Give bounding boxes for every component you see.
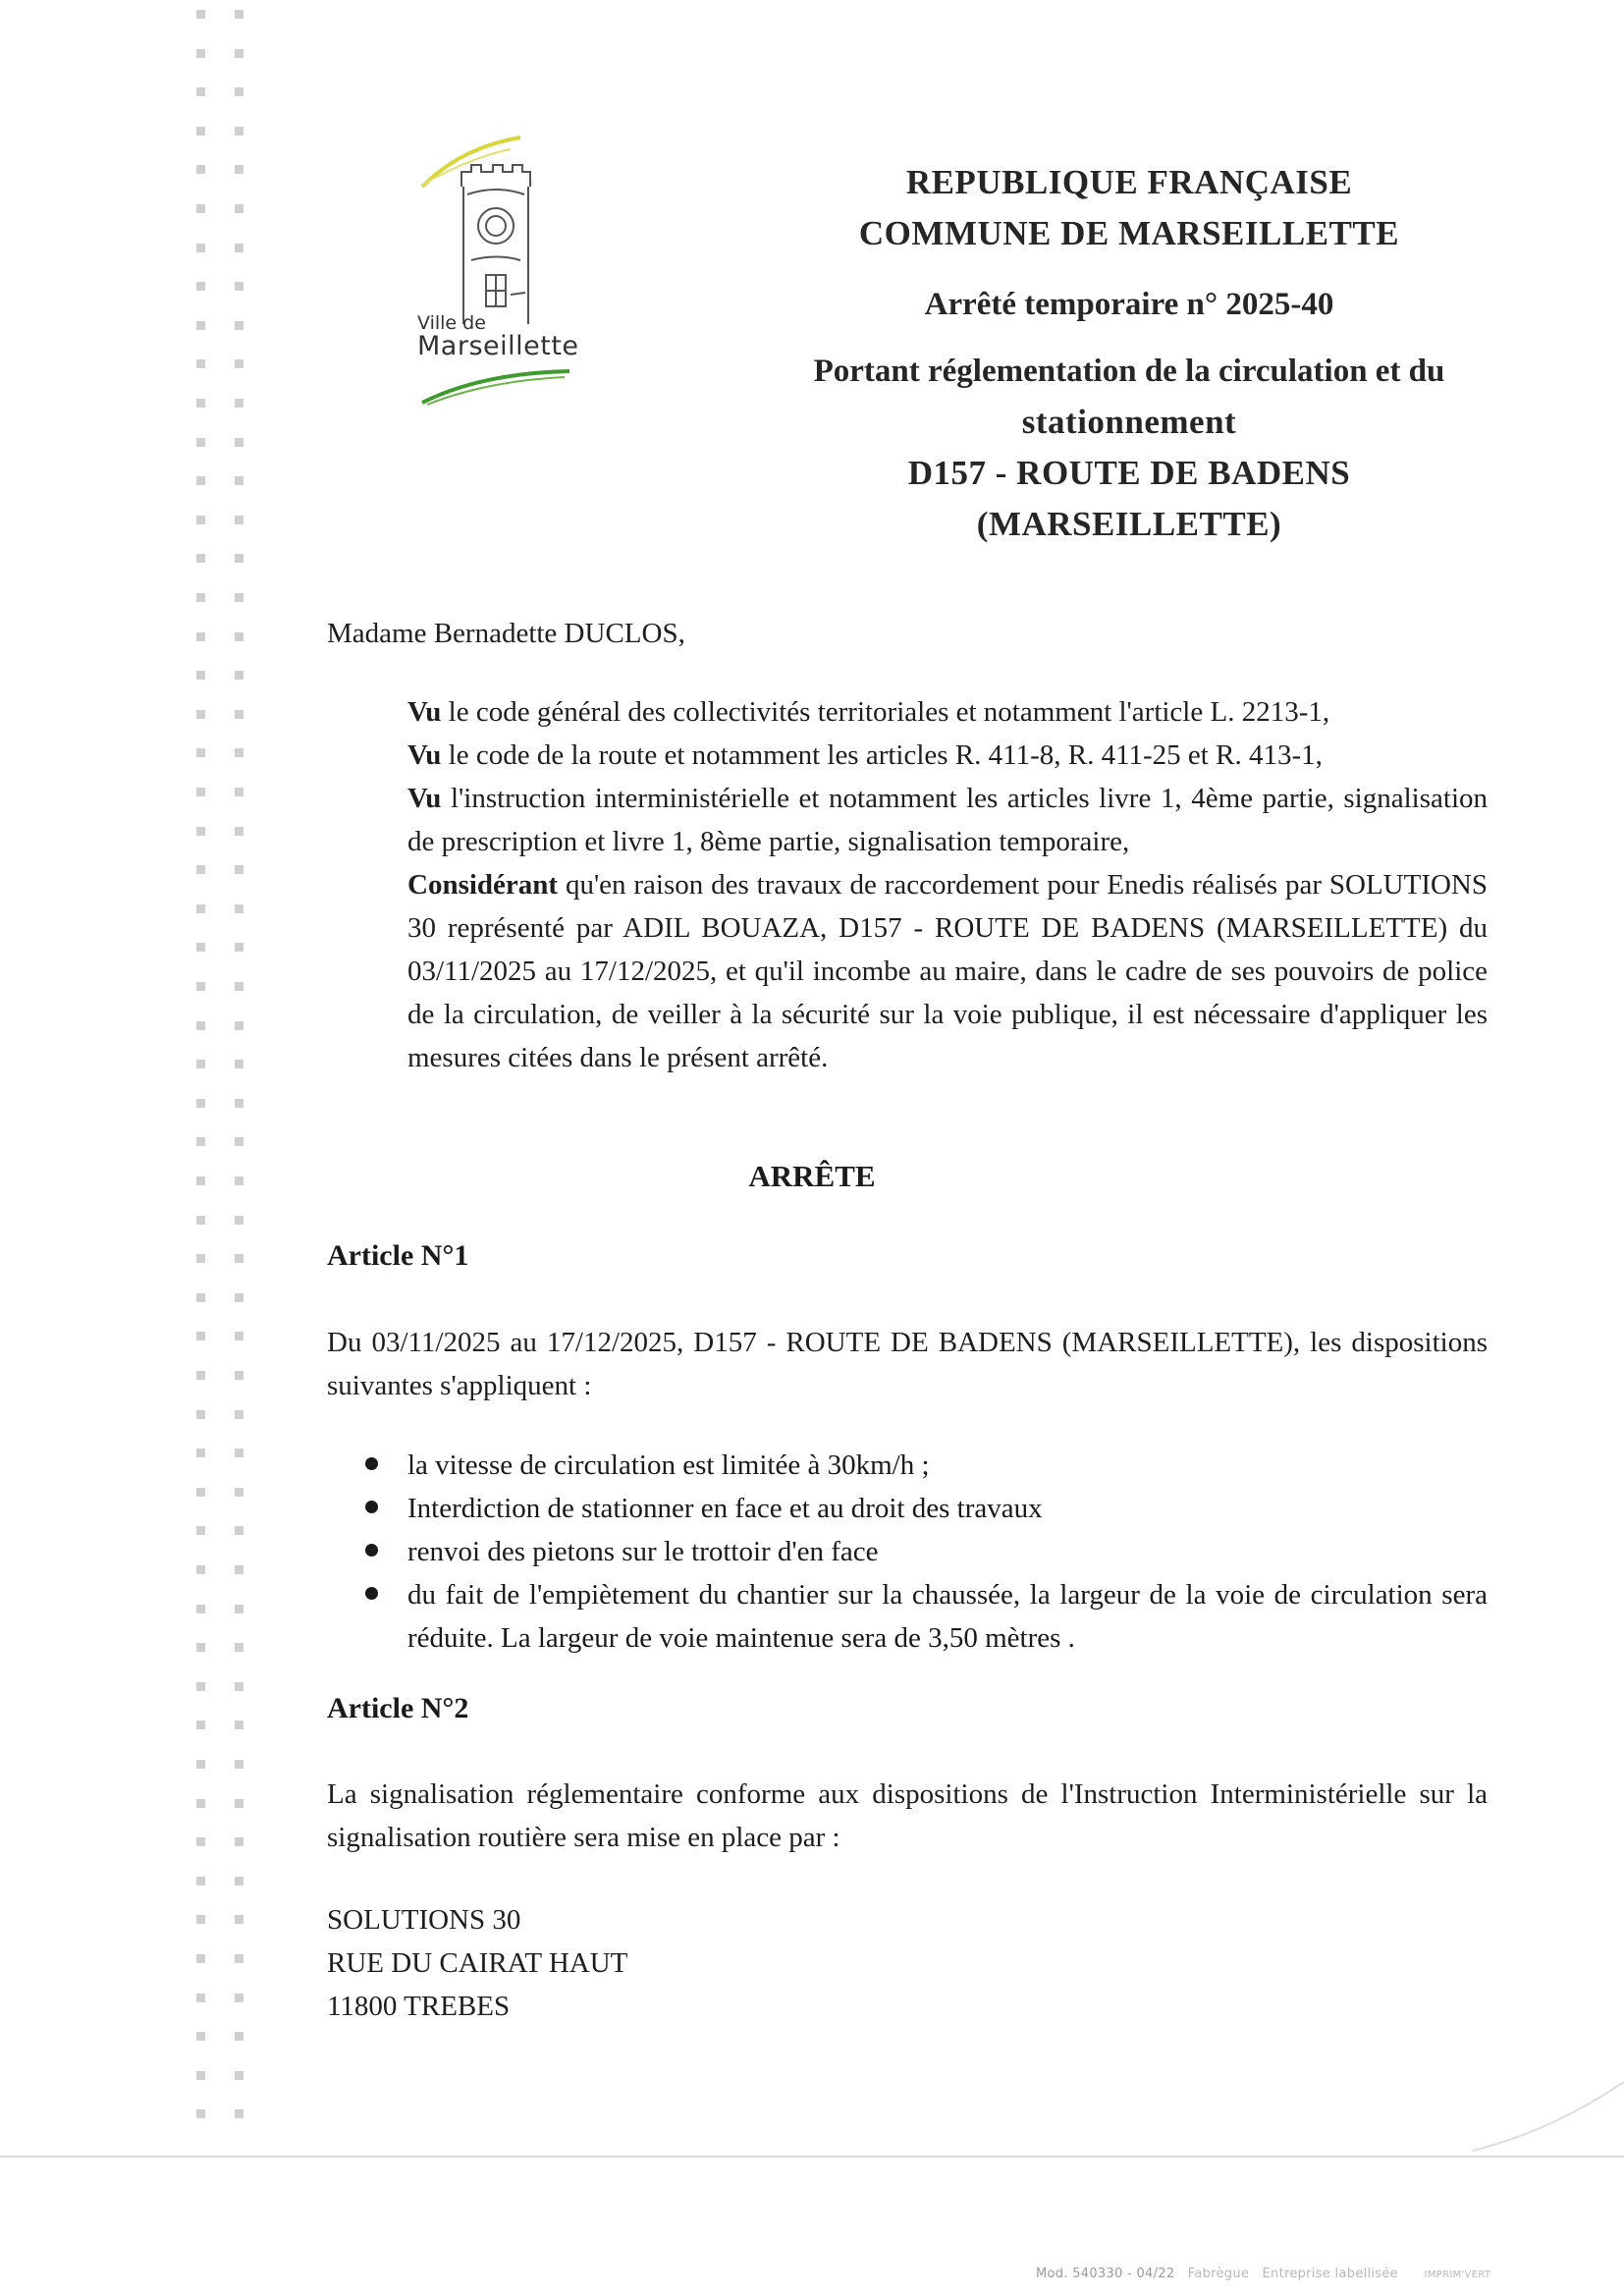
perforation-hole — [196, 127, 205, 136]
header-commune: COMMUNE DE MARSEILLETTE — [858, 214, 1400, 252]
town-logo — [403, 128, 589, 422]
perforation-hole — [196, 1915, 205, 1924]
perforation-hole — [196, 204, 205, 213]
perforation-hole — [235, 321, 244, 330]
perforation-hole — [196, 788, 205, 796]
footer-curve-decoration — [1473, 2082, 1624, 2160]
bullet-icon — [365, 1457, 378, 1470]
list-item: Interdiction de stationner en face et au droit des travaux — [365, 1487, 1488, 1530]
logo-text-ville: Ville de — [417, 312, 486, 334]
perforation-hole — [196, 1799, 205, 1808]
addressee: Madame Bernadette DUCLOS, — [327, 618, 685, 649]
perforation-hole — [235, 399, 244, 408]
perforation-hole — [235, 710, 244, 719]
perforation-hole — [196, 1410, 205, 1419]
perforation-hole — [196, 1099, 205, 1108]
perforation-hole — [196, 1371, 205, 1380]
document-header — [707, 157, 1551, 550]
perforation-hole — [196, 1526, 205, 1535]
perforation-hole — [196, 943, 205, 952]
perforation-hole — [196, 438, 205, 447]
perforation-hole — [196, 1137, 205, 1146]
perforation-hole — [196, 1837, 205, 1846]
perforation-hole — [235, 788, 244, 796]
footer-mod: Mod. 540330 - 04/22 — [1036, 2267, 1175, 2281]
perforation-hole — [235, 49, 244, 58]
perforation-hole — [235, 282, 244, 291]
article-1-text: Du 03/11/2025 au 17/12/2025, D157 - ROUTE DE BADENS (MARSEILLETTE), les dispositions suivantes s'appliquent : — [327, 1327, 1488, 1401]
preamble-line-2: Vu le code de la route et notamment les articles R. 411-8, R. 411-25 et R. 413-1, — [407, 739, 1323, 771]
logo-text-marseillette: Marseillette — [417, 331, 579, 361]
perforation-hole — [235, 1682, 244, 1691]
address-line: RUE DU CAIRAT HAUT — [327, 1947, 628, 1979]
perforation-hole — [235, 1760, 244, 1769]
perforation-hole — [196, 2109, 205, 2118]
article-1-title: Article N°1 — [327, 1239, 469, 1272]
perforation-hole — [235, 1994, 244, 2002]
perforation-hole — [235, 1332, 244, 1340]
perforation-hole — [196, 1021, 205, 1030]
perforation-hole — [235, 87, 244, 96]
perforation-hole — [235, 359, 244, 368]
perforation-hole — [196, 982, 205, 991]
article-2-title: Article N°2 — [327, 1692, 469, 1724]
imprim-vert-logo: IMPRIM'VERT — [1424, 2269, 1491, 2280]
perforation-hole — [196, 49, 205, 58]
subject-line-3: D157 - ROUTE DE BADENS — [907, 454, 1351, 492]
perforation-hole — [235, 1293, 244, 1302]
perforation-hole — [196, 321, 205, 330]
perforation-hole — [196, 1760, 205, 1769]
article-1-bullets — [365, 1444, 1488, 1660]
perforation-hole — [196, 244, 205, 252]
perforation-hole — [196, 1216, 205, 1225]
perforation-hole — [235, 10, 244, 19]
perforation-hole — [235, 593, 244, 602]
address-line: SOLUTIONS 30 — [327, 1904, 521, 1936]
perforation-hole — [235, 1565, 244, 1574]
subject-line-2: stationnement — [1021, 403, 1237, 441]
perforation-hole — [196, 865, 205, 874]
perforation-hole — [235, 2071, 244, 2080]
perforation-hole — [235, 2109, 244, 2118]
perforation-hole — [196, 1060, 205, 1068]
perforation-hole — [235, 943, 244, 952]
perforation-hole — [196, 593, 205, 602]
perforation-hole — [196, 710, 205, 719]
perforation-hole — [196, 1449, 205, 1457]
article-2-text: La signalisation réglementaire conforme aux dispositions de l'Instruction Interministérielle sur la signalisation routière sera mise en place par : — [327, 1778, 1488, 1853]
perforation-hole — [235, 748, 244, 757]
perforation-hole — [235, 1799, 244, 1808]
perforation-hole — [196, 2032, 205, 2041]
perforation-hole — [196, 1293, 205, 1302]
perforation-hole — [235, 438, 244, 447]
perforation-hole — [235, 476, 244, 485]
perforation-hole — [235, 1216, 244, 1225]
perforation-hole — [196, 10, 205, 19]
arrete-number: Arrêté temporaire n° 2025-40 — [924, 287, 1334, 322]
perforation-hole — [196, 1605, 205, 1613]
perforation-hole — [235, 165, 244, 174]
perforation-hole — [235, 1643, 244, 1652]
perforation-hole — [196, 1643, 205, 1652]
perforation-hole — [235, 1060, 244, 1068]
preamble-considerant: Considérant qu'en raison des travaux de raccordement pour Enedis réalisés par SOLUTIONS 30 représenté par ADIL BOUAZA, D157 - ROUTE DE BADENS (MARSEILLETTE) du 03/11/2025 au 17/12/2025, et qu'il incombe au maire, dans le cadre de ses pouvoirs de police de la circulation, de veiller à la sécurité sur la voie publique, il est nécessaire d'appliquer les mesures citées dans le présent arrêté. — [407, 869, 1488, 1073]
footer-label: Entreprise labellisée — [1262, 2267, 1398, 2281]
perforation-hole — [235, 982, 244, 991]
perforation-hole — [235, 1526, 244, 1535]
perforation-hole — [235, 127, 244, 136]
perforation-hole — [235, 244, 244, 252]
perforation-hole — [235, 1877, 244, 1886]
perforation-hole — [235, 632, 244, 641]
header-country: REPUBLIQUE FRANÇAISE — [905, 163, 1353, 201]
contractor-address — [327, 1898, 627, 2028]
subject-line-1: Portant réglementation de la circulation et du — [813, 354, 1445, 389]
perforation-hole — [235, 1488, 244, 1497]
list-item: du fait de l'empiètement du chantier sur la chaussée, la largeur de la voie de circulation sera réduite. La largeur de voie maintenue sera de 3,50 mètres . — [365, 1573, 1488, 1660]
perforation-hole — [235, 204, 244, 213]
perforation-hole — [235, 1137, 244, 1146]
perforation-hole — [196, 1332, 205, 1340]
bullet-icon — [365, 1544, 378, 1557]
subject-line-4: (MARSEILLETTE) — [976, 505, 1282, 543]
perforation-hole — [196, 87, 205, 96]
perforation-hole — [196, 671, 205, 680]
perforation-hole — [196, 476, 205, 485]
perforation-hole — [196, 632, 205, 641]
perforation-hole — [235, 904, 244, 913]
footer-printer: Fabrègue — [1187, 2267, 1250, 2281]
perforation-hole — [196, 2071, 205, 2080]
arrete-heading: ARRÊTE — [748, 1159, 876, 1193]
perforation-hole — [196, 399, 205, 408]
perforation-hole — [235, 1837, 244, 1846]
perforation-hole — [235, 516, 244, 524]
perforation-hole — [196, 516, 205, 524]
preamble-line-3: Vu l'instruction interministérielle et notamment les articles livre 1, 4ème partie, signalisation de prescription et livre 1, 8ème partie, signalisation temporaire, — [407, 783, 1488, 857]
perforation-hole — [235, 1371, 244, 1380]
perforation-hole — [235, 1254, 244, 1263]
perforation-hole — [196, 1565, 205, 1574]
perforation-hole — [196, 1721, 205, 1729]
preamble — [407, 690, 1488, 1079]
preamble-line-1: Vu le code général des collectivités territoriales et notamment l'article L. 2213-1, — [407, 696, 1330, 728]
perforation-hole — [235, 1410, 244, 1419]
address-line: 11800 TREBES — [327, 1991, 511, 2022]
perforation-hole — [196, 1488, 205, 1497]
perforation-hole — [235, 1605, 244, 1613]
perforation-hole — [196, 1254, 205, 1263]
perforation-hole — [235, 1021, 244, 1030]
perforation-hole — [235, 1099, 244, 1108]
perforation-hole — [235, 2032, 244, 2041]
perforation-hole — [235, 865, 244, 874]
tower-logo-icon — [403, 128, 589, 422]
bullet-icon — [365, 1587, 378, 1600]
perforation-hole — [196, 748, 205, 757]
list-item: renvoi des pietons sur le trottoir d'en face — [365, 1530, 1488, 1573]
perforation-hole — [196, 165, 205, 174]
perforation-hole — [196, 904, 205, 913]
bullet-icon — [365, 1501, 378, 1513]
perforation-hole — [196, 1994, 205, 2002]
printer-footer — [1036, 2267, 1490, 2281]
perforation-hole — [196, 282, 205, 291]
perforation-hole — [196, 1954, 205, 1963]
perforation-hole — [196, 359, 205, 368]
perforation-hole — [235, 1954, 244, 1963]
perforation-hole — [235, 827, 244, 836]
perforation-hole — [235, 1449, 244, 1457]
perforation-hole — [235, 1915, 244, 1924]
perforation-hole — [196, 827, 205, 836]
footer-divider — [0, 2156, 1624, 2158]
perforation-hole — [235, 554, 244, 563]
perforation-hole — [196, 554, 205, 563]
perforation-hole — [235, 671, 244, 680]
perforation-hole — [196, 1877, 205, 1886]
perforation-hole — [235, 1721, 244, 1729]
perforation-hole — [196, 1682, 205, 1691]
list-item: la vitesse de circulation est limitée à 30km/h ; — [365, 1444, 1488, 1487]
perforation-strip — [196, 10, 255, 2151]
